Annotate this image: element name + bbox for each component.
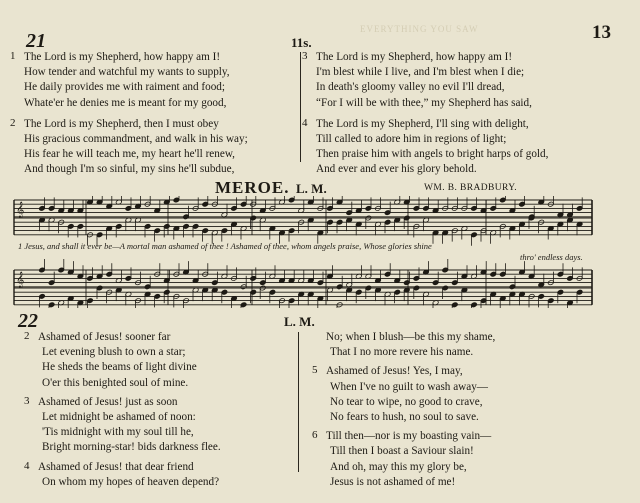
hymn-21-number: 21 bbox=[26, 30, 46, 52]
stanza bbox=[302, 116, 616, 178]
verse-line: Let midnight be ashamed of noon: bbox=[42, 411, 196, 424]
stanza-number: 4 bbox=[302, 116, 308, 129]
verse-line: 'Tis midnight with my soul till he, bbox=[42, 426, 194, 439]
verse-line: And ever and ever his glory behold. bbox=[316, 163, 477, 176]
tune-composer: WM. B. BRADBURY. bbox=[424, 183, 518, 193]
verse-line: Then praise him with angels to bright harps of gold, bbox=[316, 148, 549, 161]
hymn-22-right-column bbox=[312, 330, 606, 490]
hymn-22-meter: L. M. bbox=[284, 314, 315, 329]
verse-line: And oh, may this my glory be, bbox=[330, 460, 467, 473]
stanza bbox=[312, 364, 606, 425]
hymn-21-left-column bbox=[10, 50, 294, 178]
svg-text:𝄞: 𝄞 bbox=[16, 272, 25, 288]
verse-line: Ashamed of Jesus! sooner far bbox=[38, 331, 171, 343]
stanza-number: 3 bbox=[24, 394, 30, 407]
verse-line: That I no more revere his name. bbox=[330, 346, 474, 359]
stanza bbox=[312, 429, 606, 490]
stanza-number: 1 bbox=[10, 50, 16, 62]
column-divider bbox=[300, 52, 301, 162]
stanza bbox=[10, 116, 294, 178]
stanza bbox=[24, 459, 288, 490]
verse-line: When I've no guilt to wash away— bbox=[330, 380, 488, 393]
tune-lyric-line: 1 Jesus, and shall it ever be—A mortal man ashamed of thee ! Ashamed of thee, whom angels praise, Whose glories shine bbox=[18, 241, 432, 251]
verse-line: Ashamed of Jesus! just as soon bbox=[38, 395, 178, 408]
verse-line: He sheds the beams of light divine bbox=[42, 361, 197, 374]
verse-line: The Lord is my Shepherd, then I must obey bbox=[24, 117, 219, 130]
verse-line: And though I'm so sinful, my sins he'll subdue, bbox=[24, 163, 235, 176]
stanza-number: 6 bbox=[312, 429, 318, 442]
verse-line: I'm blest while I live, and I'm blest when I die; bbox=[316, 66, 525, 79]
verse-line: No; when I blush—be this my shame, bbox=[326, 331, 496, 343]
stanza bbox=[302, 50, 616, 111]
stanza-number: 2 bbox=[24, 330, 30, 342]
faint-header: EVERYTHING YOU SAW bbox=[360, 24, 479, 34]
tune-meter: L. M. bbox=[296, 181, 327, 196]
verse-line: No tear to wipe, no good to crave, bbox=[330, 395, 483, 408]
verse-line: How tender and watchful my wants to supply, bbox=[24, 66, 230, 79]
verse-line: In death's gloomy valley no evil I'll dread, bbox=[316, 81, 505, 94]
tune-title: MEROE. bbox=[215, 178, 290, 197]
verse-line: Let evening blush to own a star; bbox=[42, 346, 186, 359]
verse-line: Jesus is not ashamed of me! bbox=[330, 475, 456, 488]
verse-line: Ashamed of Jesus! that dear friend bbox=[38, 460, 194, 473]
hymn-21-right-column bbox=[302, 50, 616, 178]
tune-lyric-continuation: thro' endless days. bbox=[520, 252, 583, 262]
verse-line: O'er this benighted soul of mine. bbox=[42, 376, 189, 389]
verse-line: “For I will be with thee,” my Shepherd has said, bbox=[316, 96, 532, 109]
verse-line: He daily provides me with raiment and food; bbox=[24, 81, 226, 94]
hymn-21-meter: 11s. bbox=[291, 35, 312, 50]
verse-line: Whate'er he denies me is meant for my good, bbox=[24, 96, 227, 109]
verse-line: Ashamed of Jesus! Yes, I may, bbox=[326, 365, 463, 378]
stanza-number: 3 bbox=[302, 50, 308, 62]
verse-line: On whom my hopes of heaven depend? bbox=[42, 475, 220, 488]
hymn-22-number: 22 bbox=[18, 310, 38, 332]
stanza-number: 5 bbox=[312, 364, 318, 377]
stanza bbox=[24, 330, 288, 391]
stanza bbox=[24, 394, 288, 456]
verse-line: Bright morning-star! bids darkness flee. bbox=[42, 441, 221, 454]
verse-line: The Lord is my Shepherd, how happy am I! bbox=[316, 51, 513, 63]
verse-line: His gracious commandment, and walk in his way; bbox=[24, 133, 248, 146]
verse-line: The Lord is my Shepherd, how happy am I! bbox=[24, 51, 221, 63]
verse-line: Till called to adore him in regions of light; bbox=[316, 133, 507, 146]
page-number: 13 bbox=[592, 22, 611, 43]
verse-line: The Lord is my Shepherd, I'll sing with delight, bbox=[316, 117, 529, 130]
column-divider bbox=[298, 332, 299, 472]
verse-line: No fears to hush, no soul to save. bbox=[330, 411, 479, 424]
stanza bbox=[326, 330, 606, 360]
music-notation bbox=[8, 196, 596, 308]
stanza-number: 4 bbox=[24, 459, 30, 472]
svg-text:𝄞: 𝄞 bbox=[16, 202, 25, 218]
verse-line: His fear he will teach me, my heart he'll renew, bbox=[24, 148, 235, 161]
stanza bbox=[10, 50, 294, 111]
stanza-number: 2 bbox=[10, 116, 16, 129]
hymn-22-left-column bbox=[24, 330, 288, 490]
verse-line: Till then I boast a Saviour slain! bbox=[330, 445, 474, 458]
verse-line: Till then—nor is my boasting vain— bbox=[326, 430, 492, 443]
